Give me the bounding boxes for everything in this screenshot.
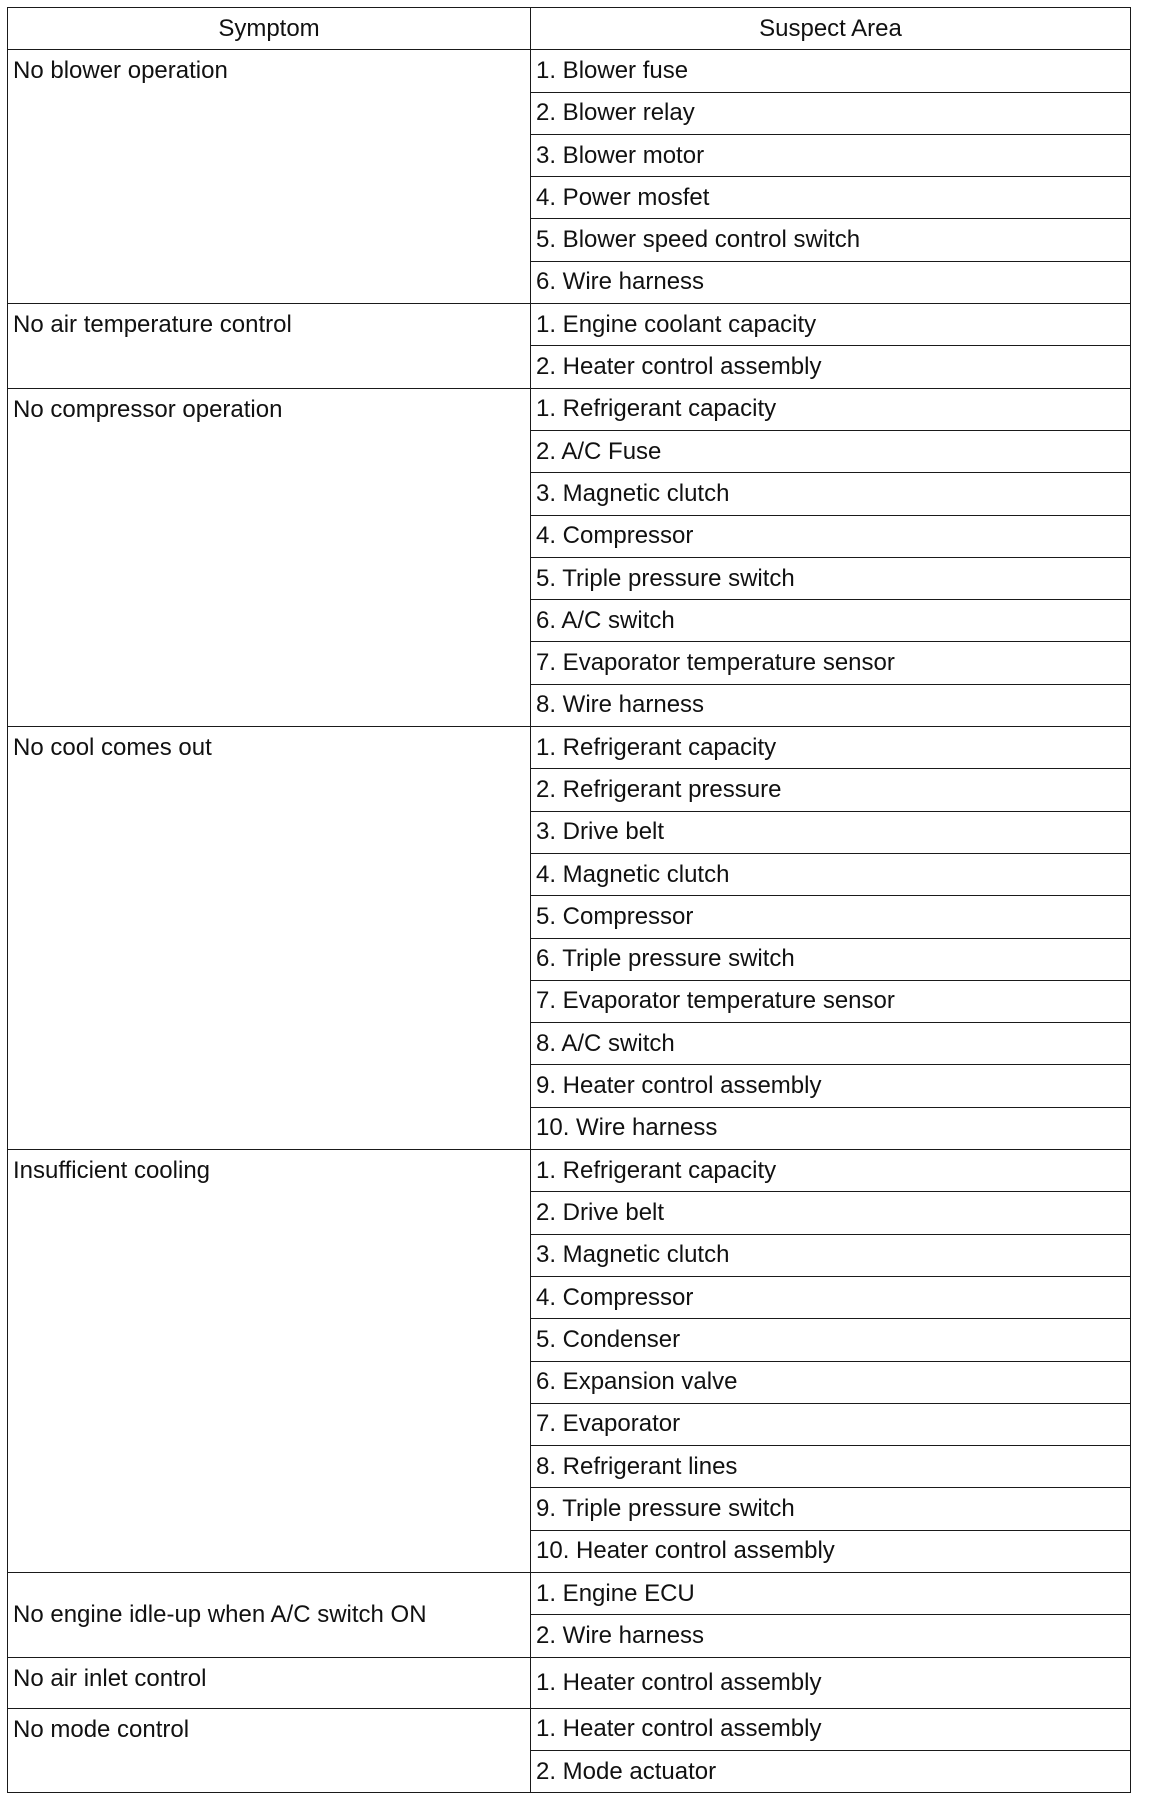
suspect-area-cell: 4. Power mosfet (531, 177, 1131, 219)
suspect-area-cell: 10. Wire harness (531, 1107, 1131, 1149)
suspect-area-cell: 6. A/C switch (531, 600, 1131, 642)
header-symptom: Symptom (8, 8, 531, 50)
suspect-area-cell: 9. Heater control assembly (531, 1065, 1131, 1107)
suspect-area-cell: 3. Magnetic clutch (531, 473, 1131, 515)
symptom-cell: No cool comes out (8, 727, 531, 1150)
suspect-area-cell: 3. Drive belt (531, 811, 1131, 853)
table-body (8, 50, 1131, 1793)
symptom-cell: No engine idle-up when A/C switch ON (8, 1572, 531, 1657)
suspect-area-cell: 2. Drive belt (531, 1192, 1131, 1234)
suspect-area-cell: 1. Engine coolant capacity (531, 304, 1131, 346)
suspect-area-cell: 10. Heater control assembly (531, 1530, 1131, 1572)
symptom-cell: No air temperature control (8, 304, 531, 389)
table-row (8, 1708, 1131, 1750)
suspect-area-cell: 7. Evaporator (531, 1403, 1131, 1445)
suspect-area-cell: 2. Mode actuator (531, 1751, 1131, 1793)
suspect-area-cell: 5. Compressor (531, 896, 1131, 938)
suspect-area-cell: 8. Refrigerant lines (531, 1446, 1131, 1488)
suspect-area-cell: 6. Wire harness (531, 261, 1131, 303)
symptom-cell: No compressor operation (8, 388, 531, 726)
suspect-area-cell: 2. Heater control assembly (531, 346, 1131, 388)
table-row (8, 727, 1131, 769)
header-row (8, 8, 1131, 50)
table-row (8, 1657, 1131, 1708)
suspect-area-cell: 6. Expansion valve (531, 1361, 1131, 1403)
suspect-area-cell: 1. Refrigerant capacity (531, 1150, 1131, 1192)
suspect-area-cell: 7. Evaporator temperature sensor (531, 980, 1131, 1022)
header-suspect-area: Suspect Area (531, 8, 1131, 50)
suspect-area-cell: 2. Refrigerant pressure (531, 769, 1131, 811)
table-row (8, 1150, 1131, 1192)
symptom-cell: Insufficient cooling (8, 1150, 531, 1573)
suspect-area-cell: 1. Heater control assembly (531, 1708, 1131, 1750)
table-row (8, 50, 1131, 92)
suspect-area-cell: 5. Triple pressure switch (531, 557, 1131, 599)
suspect-area-cell: 1. Refrigerant capacity (531, 727, 1131, 769)
suspect-area-cell: 6. Triple pressure switch (531, 938, 1131, 980)
table-row (8, 304, 1131, 346)
suspect-area-cell: 8. Wire harness (531, 684, 1131, 726)
table-row (8, 388, 1131, 430)
suspect-area-cell: 2. A/C Fuse (531, 430, 1131, 472)
suspect-area-cell: 7. Evaporator temperature sensor (531, 642, 1131, 684)
symptom-table (7, 7, 1131, 1793)
suspect-area-cell: 4. Magnetic clutch (531, 853, 1131, 895)
symptom-cell: No mode control (8, 1708, 531, 1793)
suspect-area-cell: 4. Compressor (531, 515, 1131, 557)
suspect-area-cell: 3. Magnetic clutch (531, 1234, 1131, 1276)
suspect-area-cell: 1. Engine ECU (531, 1572, 1131, 1614)
suspect-area-cell: 1. Heater control assembly (531, 1657, 1131, 1708)
symptom-cell: No air inlet control (8, 1657, 531, 1708)
symptom-cell: No blower operation (8, 50, 531, 304)
suspect-area-cell: 1. Refrigerant capacity (531, 388, 1131, 430)
suspect-area-cell: 2. Blower relay (531, 92, 1131, 134)
suspect-area-cell: 5. Condenser (531, 1319, 1131, 1361)
suspect-area-cell: 1. Blower fuse (531, 50, 1131, 92)
suspect-area-cell: 4. Compressor (531, 1276, 1131, 1318)
suspect-area-cell: 2. Wire harness (531, 1615, 1131, 1657)
suspect-area-cell: 5. Blower speed control switch (531, 219, 1131, 261)
suspect-area-cell: 8. A/C switch (531, 1023, 1131, 1065)
suspect-area-cell: 9. Triple pressure switch (531, 1488, 1131, 1530)
suspect-area-cell: 3. Blower motor (531, 134, 1131, 176)
table-row (8, 1572, 1131, 1614)
